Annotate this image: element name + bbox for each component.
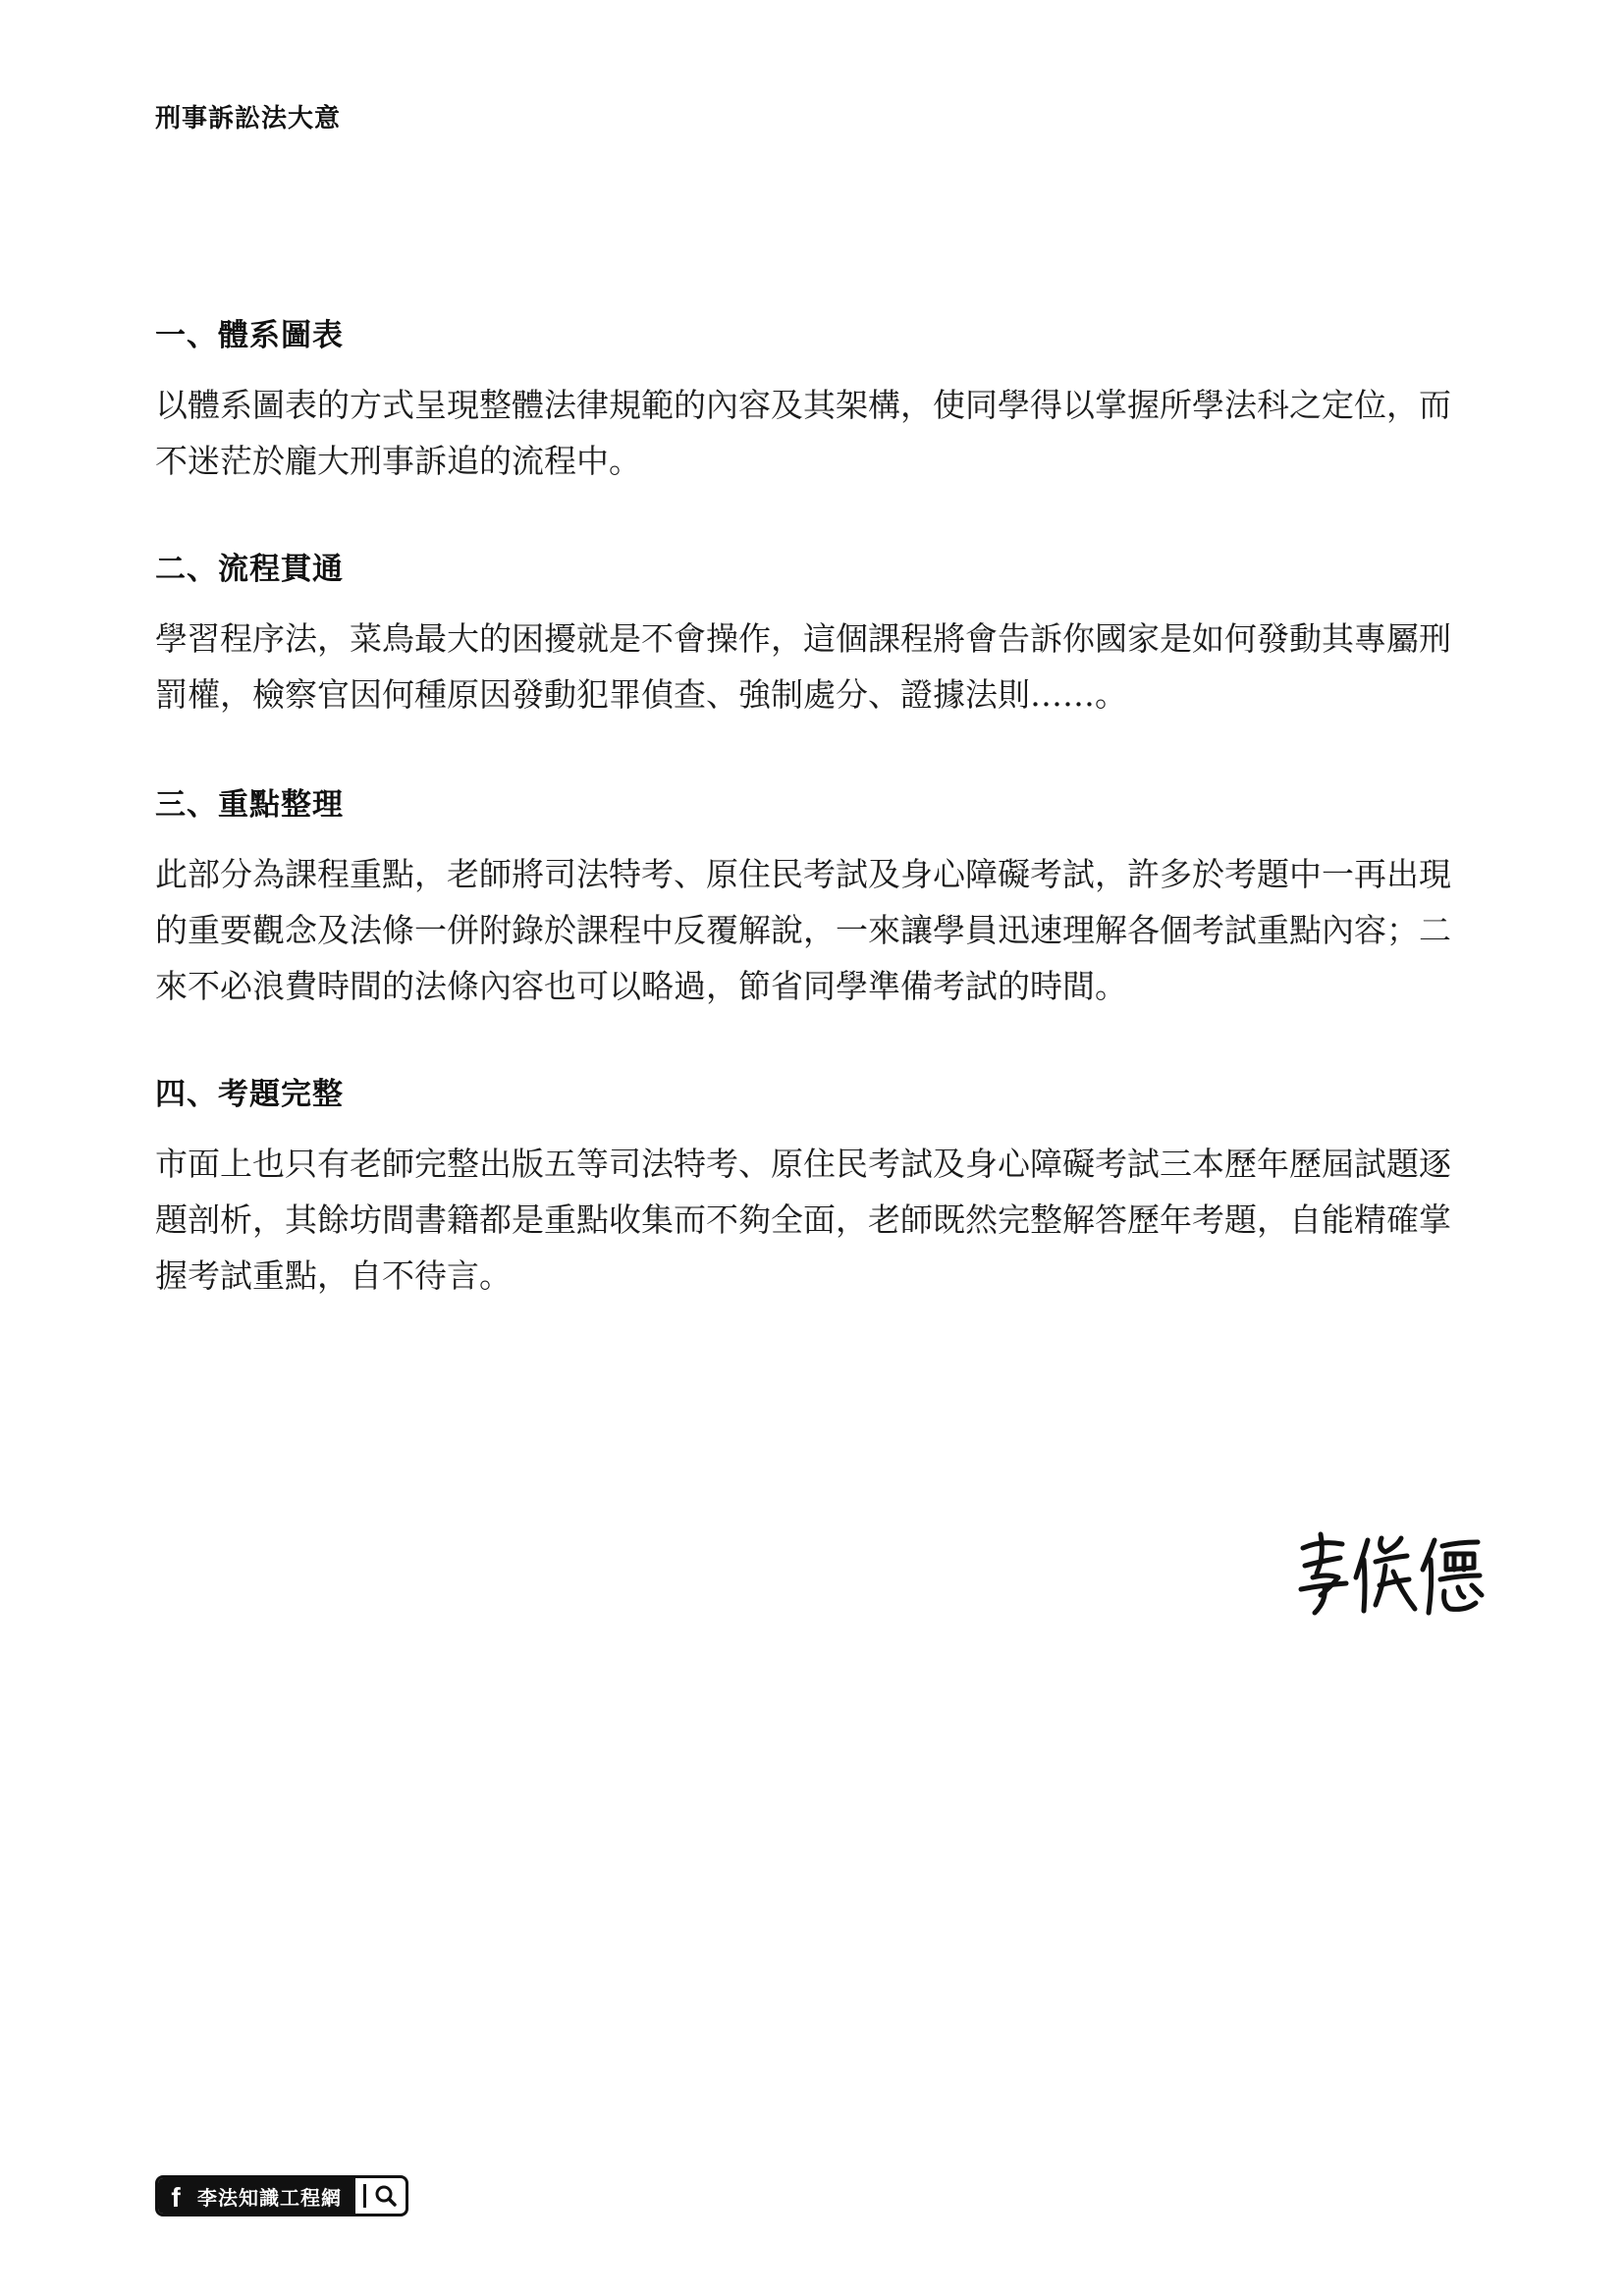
section-heading: 一、體系圖表 xyxy=(155,318,344,353)
facebook-page-name: 李法知識工程網 xyxy=(193,2178,355,2214)
section-key-points xyxy=(155,785,1490,1014)
running-header-title: 刑事訴訟法大意 xyxy=(155,104,342,133)
section-heading: 四、考題完整 xyxy=(155,1077,344,1112)
badge-divider xyxy=(363,2184,366,2208)
section-process-overview xyxy=(155,550,1490,722)
section-heading: 二、流程貫通 xyxy=(155,552,344,587)
section-body: 以體系圖表的方式呈現整體法律規範的內容及其架構，使同學得以掌握所學法科之定位，而 不迷茫於龐大刑事訴追的流程中。 xyxy=(155,386,1451,480)
section-heading: 三、重點整理 xyxy=(155,787,344,823)
search-icon[interactable] xyxy=(372,2182,400,2210)
section-body: 市面上也只有老師完整出版五等司法特考、原住民考試及身心障礙考試三本歷年歷屆試題逐 題剖析，其餘坊間書籍都是重點收集而不夠全面，老師既然完整解答歷年考題，自能精確掌 握考試重點，自不待言。 xyxy=(155,1145,1451,1295)
section-body: 學習程序法，菜鳥最大的困擾就是不會操作，這個課程將會告訴你國家是如何發動其專屬刑 罰權，檢察官因何種原因發動犯罪偵查、強制處分、證據法則……。 xyxy=(155,619,1451,714)
facebook-page-badge[interactable] xyxy=(155,2175,408,2216)
facebook-icon: f xyxy=(158,2178,193,2214)
section-system-chart xyxy=(155,316,1490,489)
author-signature xyxy=(1291,1526,1488,1620)
section-complete-questions xyxy=(155,1075,1490,1304)
section-body: 此部分為課程重點，老師將司法特考、原住民考試及身心障礙考試，許多於考題中一再出現 的重要觀念及法條一併附錄於課程中反覆解說，一來讓學員迅速理解各個考試重點內容；二 來不必浪費時間的法條內容也可以略過，節省同學準備考試的時間。 xyxy=(155,855,1451,1005)
